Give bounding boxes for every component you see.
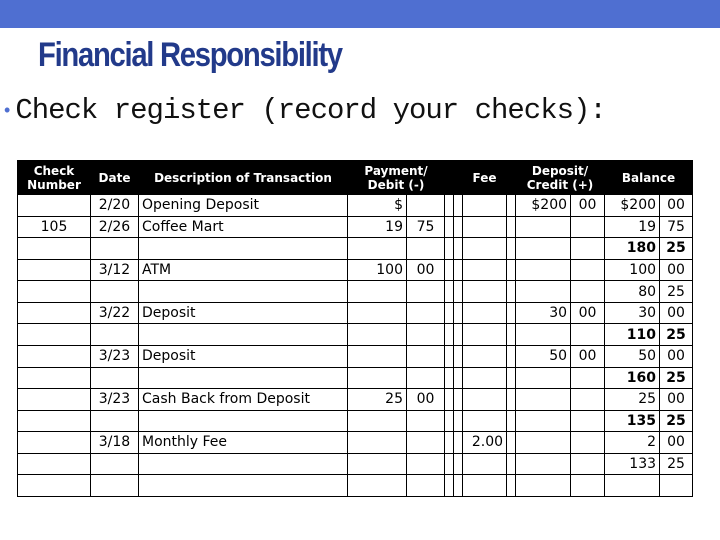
date-cell: 3/18 [91, 432, 139, 454]
check-number-cell [18, 324, 91, 346]
deposit-cents-cell [571, 410, 605, 432]
table-row [18, 345, 693, 367]
header-check-number: Check Number [18, 161, 91, 195]
balance-cents-cell: 25 [660, 281, 693, 303]
check-number-cell [18, 238, 91, 260]
table-row [18, 259, 693, 281]
deposit-cents-cell [571, 453, 605, 475]
balance-cents-cell: 25 [660, 410, 693, 432]
payment-dollars-cell: 25 [348, 389, 407, 411]
gap-cell [454, 302, 463, 324]
gap-cell [507, 432, 516, 454]
gap-cell [507, 238, 516, 260]
header-description: Description of Transaction [139, 161, 348, 195]
date-cell: 3/22 [91, 302, 139, 324]
balance-cents-cell [660, 475, 693, 497]
deposit-cents-cell [571, 389, 605, 411]
balance-dollars-cell: 19 [605, 216, 660, 238]
balance-cents-cell: 00 [660, 302, 693, 324]
gap-cell [507, 410, 516, 432]
gap-cell [507, 281, 516, 303]
fee-cell: 2.00 [463, 432, 507, 454]
fee-cell [463, 281, 507, 303]
balance-cents-cell: 75 [660, 216, 693, 238]
gap-cell [454, 475, 463, 497]
payment-dollars-cell [348, 453, 407, 475]
payment-dollars-cell [348, 432, 407, 454]
fee-cell [463, 195, 507, 217]
gap-cell [454, 410, 463, 432]
balance-cents-cell: 25 [660, 367, 693, 389]
description-cell: ATM [139, 259, 348, 281]
deposit-dollars-cell [516, 410, 571, 432]
payment-dollars-cell [348, 302, 407, 324]
balance-cents-cell: 25 [660, 324, 693, 346]
gap-cell [445, 410, 454, 432]
deposit-dollars-cell [516, 389, 571, 411]
check-number-cell [18, 453, 91, 475]
table-row [18, 389, 693, 411]
date-cell [91, 410, 139, 432]
balance-dollars-cell: 100 [605, 259, 660, 281]
gap-cell [454, 259, 463, 281]
header-deposit: Deposit/ Credit (+) [516, 161, 605, 195]
deposit-dollars-cell [516, 367, 571, 389]
gap-cell [507, 216, 516, 238]
check-register-table [17, 160, 693, 497]
balance-dollars-cell: 133 [605, 453, 660, 475]
gap-cell [454, 389, 463, 411]
check-number-cell [18, 475, 91, 497]
fee-cell [463, 367, 507, 389]
gap-cell [445, 238, 454, 260]
fee-cell [463, 259, 507, 281]
description-cell: Deposit [139, 345, 348, 367]
description-cell: Monthly Fee [139, 432, 348, 454]
balance-dollars-cell: 160 [605, 367, 660, 389]
description-cell [139, 367, 348, 389]
payment-cents-cell [407, 453, 445, 475]
balance-cents-cell: 00 [660, 345, 693, 367]
gap-cell [507, 195, 516, 217]
description-cell [139, 324, 348, 346]
gap-cell [507, 475, 516, 497]
balance-cents-cell: 00 [660, 259, 693, 281]
header-fee: Fee [463, 161, 507, 195]
payment-dollars-cell: 19 [348, 216, 407, 238]
balance-cents-cell: 00 [660, 389, 693, 411]
fee-cell [463, 324, 507, 346]
gap-cell [445, 389, 454, 411]
date-cell: 2/26 [91, 216, 139, 238]
check-number-cell [18, 367, 91, 389]
gap-cell [445, 367, 454, 389]
deposit-dollars-cell: 30 [516, 302, 571, 324]
gap-cell [507, 259, 516, 281]
description-cell [139, 281, 348, 303]
payment-cents-cell [407, 195, 445, 217]
check-number-cell [18, 259, 91, 281]
payment-dollars-cell [348, 345, 407, 367]
balance-cents-cell: 25 [660, 453, 693, 475]
check-number-cell [18, 302, 91, 324]
gap-cell [454, 453, 463, 475]
date-cell [91, 453, 139, 475]
deposit-dollars-cell [516, 432, 571, 454]
header-balance: Balance [605, 161, 693, 195]
description-cell [139, 238, 348, 260]
table-row [18, 302, 693, 324]
table-row [18, 432, 693, 454]
deposit-cents-cell [571, 216, 605, 238]
gap-cell [445, 345, 454, 367]
table-row [18, 195, 693, 217]
gap-cell [454, 216, 463, 238]
description-cell: Deposit [139, 302, 348, 324]
payment-cents-cell [407, 432, 445, 454]
gap-cell [454, 345, 463, 367]
balance-dollars-cell: 135 [605, 410, 660, 432]
date-cell [91, 238, 139, 260]
gap-cell [507, 453, 516, 475]
deposit-dollars-cell [516, 324, 571, 346]
payment-cents-cell [407, 475, 445, 497]
deposit-cents-cell [571, 259, 605, 281]
date-cell: 2/20 [91, 195, 139, 217]
deposit-cents-cell [571, 324, 605, 346]
gap-cell [507, 389, 516, 411]
top-accent-bar [0, 0, 720, 28]
gap-cell [507, 345, 516, 367]
payment-cents-cell: 00 [407, 259, 445, 281]
date-cell [91, 324, 139, 346]
balance-dollars-cell: 30 [605, 302, 660, 324]
payment-cents-cell [407, 238, 445, 260]
payment-dollars-cell: $ [348, 195, 407, 217]
description-cell: Coffee Mart [139, 216, 348, 238]
check-number-cell [18, 281, 91, 303]
payment-cents-cell [407, 281, 445, 303]
date-cell: 3/12 [91, 259, 139, 281]
gap-cell [445, 259, 454, 281]
deposit-cents-cell [571, 475, 605, 497]
fee-cell [463, 453, 507, 475]
fee-cell [463, 216, 507, 238]
balance-dollars-cell: 80 [605, 281, 660, 303]
gap-cell [454, 324, 463, 346]
check-number-cell [18, 195, 91, 217]
deposit-cents-cell: 00 [571, 345, 605, 367]
gap-cell [507, 324, 516, 346]
check-number-cell: 105 [18, 216, 91, 238]
fee-cell [463, 345, 507, 367]
table-row [18, 281, 693, 303]
gap-cell [445, 453, 454, 475]
payment-cents-cell [407, 345, 445, 367]
table-row [18, 216, 693, 238]
payment-cents-cell [407, 324, 445, 346]
description-cell [139, 475, 348, 497]
balance-dollars-cell: 25 [605, 389, 660, 411]
payment-dollars-cell [348, 238, 407, 260]
payment-cents-cell: 75 [407, 216, 445, 238]
balance-dollars-cell: $200 [605, 195, 660, 217]
balance-dollars-cell: 50 [605, 345, 660, 367]
gap-cell [445, 281, 454, 303]
register-body [18, 195, 693, 497]
table-row [18, 475, 693, 497]
deposit-dollars-cell: 50 [516, 345, 571, 367]
fee-cell [463, 475, 507, 497]
gap-cell [445, 302, 454, 324]
gap-cell [454, 238, 463, 260]
payment-dollars-cell [348, 324, 407, 346]
fee-cell [463, 238, 507, 260]
date-cell: 3/23 [91, 389, 139, 411]
balance-cents-cell: 25 [660, 238, 693, 260]
deposit-dollars-cell [516, 238, 571, 260]
fee-cell [463, 410, 507, 432]
header-gap [507, 161, 516, 195]
table-row [18, 410, 693, 432]
gap-cell [445, 432, 454, 454]
description-cell: Cash Back from Deposit [139, 389, 348, 411]
check-number-cell [18, 345, 91, 367]
gap-cell [454, 195, 463, 217]
gap-cell [454, 367, 463, 389]
bullet-item [4, 94, 606, 127]
table-row [18, 453, 693, 475]
description-cell: Opening Deposit [139, 195, 348, 217]
deposit-dollars-cell [516, 453, 571, 475]
table-row [18, 324, 693, 346]
balance-dollars-cell: 180 [605, 238, 660, 260]
gap-cell [445, 475, 454, 497]
payment-dollars-cell [348, 475, 407, 497]
deposit-dollars-cell [516, 281, 571, 303]
balance-dollars-cell [605, 475, 660, 497]
deposit-dollars-cell [516, 475, 571, 497]
date-cell [91, 475, 139, 497]
table-row [18, 238, 693, 260]
table-row [18, 367, 693, 389]
gap-cell [507, 367, 516, 389]
deposit-cents-cell [571, 281, 605, 303]
description-cell [139, 410, 348, 432]
balance-dollars-cell: 2 [605, 432, 660, 454]
deposit-dollars-cell [516, 216, 571, 238]
payment-dollars-cell [348, 281, 407, 303]
balance-cents-cell: 00 [660, 195, 693, 217]
fee-cell [463, 389, 507, 411]
fee-cell [463, 302, 507, 324]
balance-dollars-cell: 110 [605, 324, 660, 346]
deposit-dollars-cell [516, 259, 571, 281]
date-cell [91, 367, 139, 389]
header-date: Date [91, 161, 139, 195]
gap-cell [445, 216, 454, 238]
payment-dollars-cell [348, 367, 407, 389]
payment-cents-cell: 00 [407, 389, 445, 411]
gap-cell [454, 281, 463, 303]
deposit-cents-cell [571, 367, 605, 389]
gap-cell [445, 195, 454, 217]
gap-cell [454, 432, 463, 454]
deposit-cents-cell: 00 [571, 302, 605, 324]
slide-title: Financial Responsibility [38, 36, 342, 74]
payment-cents-cell [407, 410, 445, 432]
header-payment: Payment/ Debit (-) [348, 161, 445, 195]
check-number-cell [18, 432, 91, 454]
bullet-text: Check register (record your checks): [15, 94, 606, 127]
deposit-cents-cell: 00 [571, 195, 605, 217]
date-cell: 3/23 [91, 345, 139, 367]
deposit-cents-cell [571, 238, 605, 260]
bullet-icon: • [4, 99, 10, 120]
gap-cell [507, 302, 516, 324]
gap-cell [445, 324, 454, 346]
header-gap [445, 161, 454, 195]
date-cell [91, 281, 139, 303]
deposit-cents-cell [571, 432, 605, 454]
payment-cents-cell [407, 302, 445, 324]
header-gap [454, 161, 463, 195]
check-number-cell [18, 410, 91, 432]
description-cell [139, 453, 348, 475]
deposit-dollars-cell: $200 [516, 195, 571, 217]
payment-cents-cell [407, 367, 445, 389]
check-number-cell [18, 389, 91, 411]
balance-cents-cell: 00 [660, 432, 693, 454]
payment-dollars-cell [348, 410, 407, 432]
header-row [18, 161, 693, 195]
payment-dollars-cell: 100 [348, 259, 407, 281]
